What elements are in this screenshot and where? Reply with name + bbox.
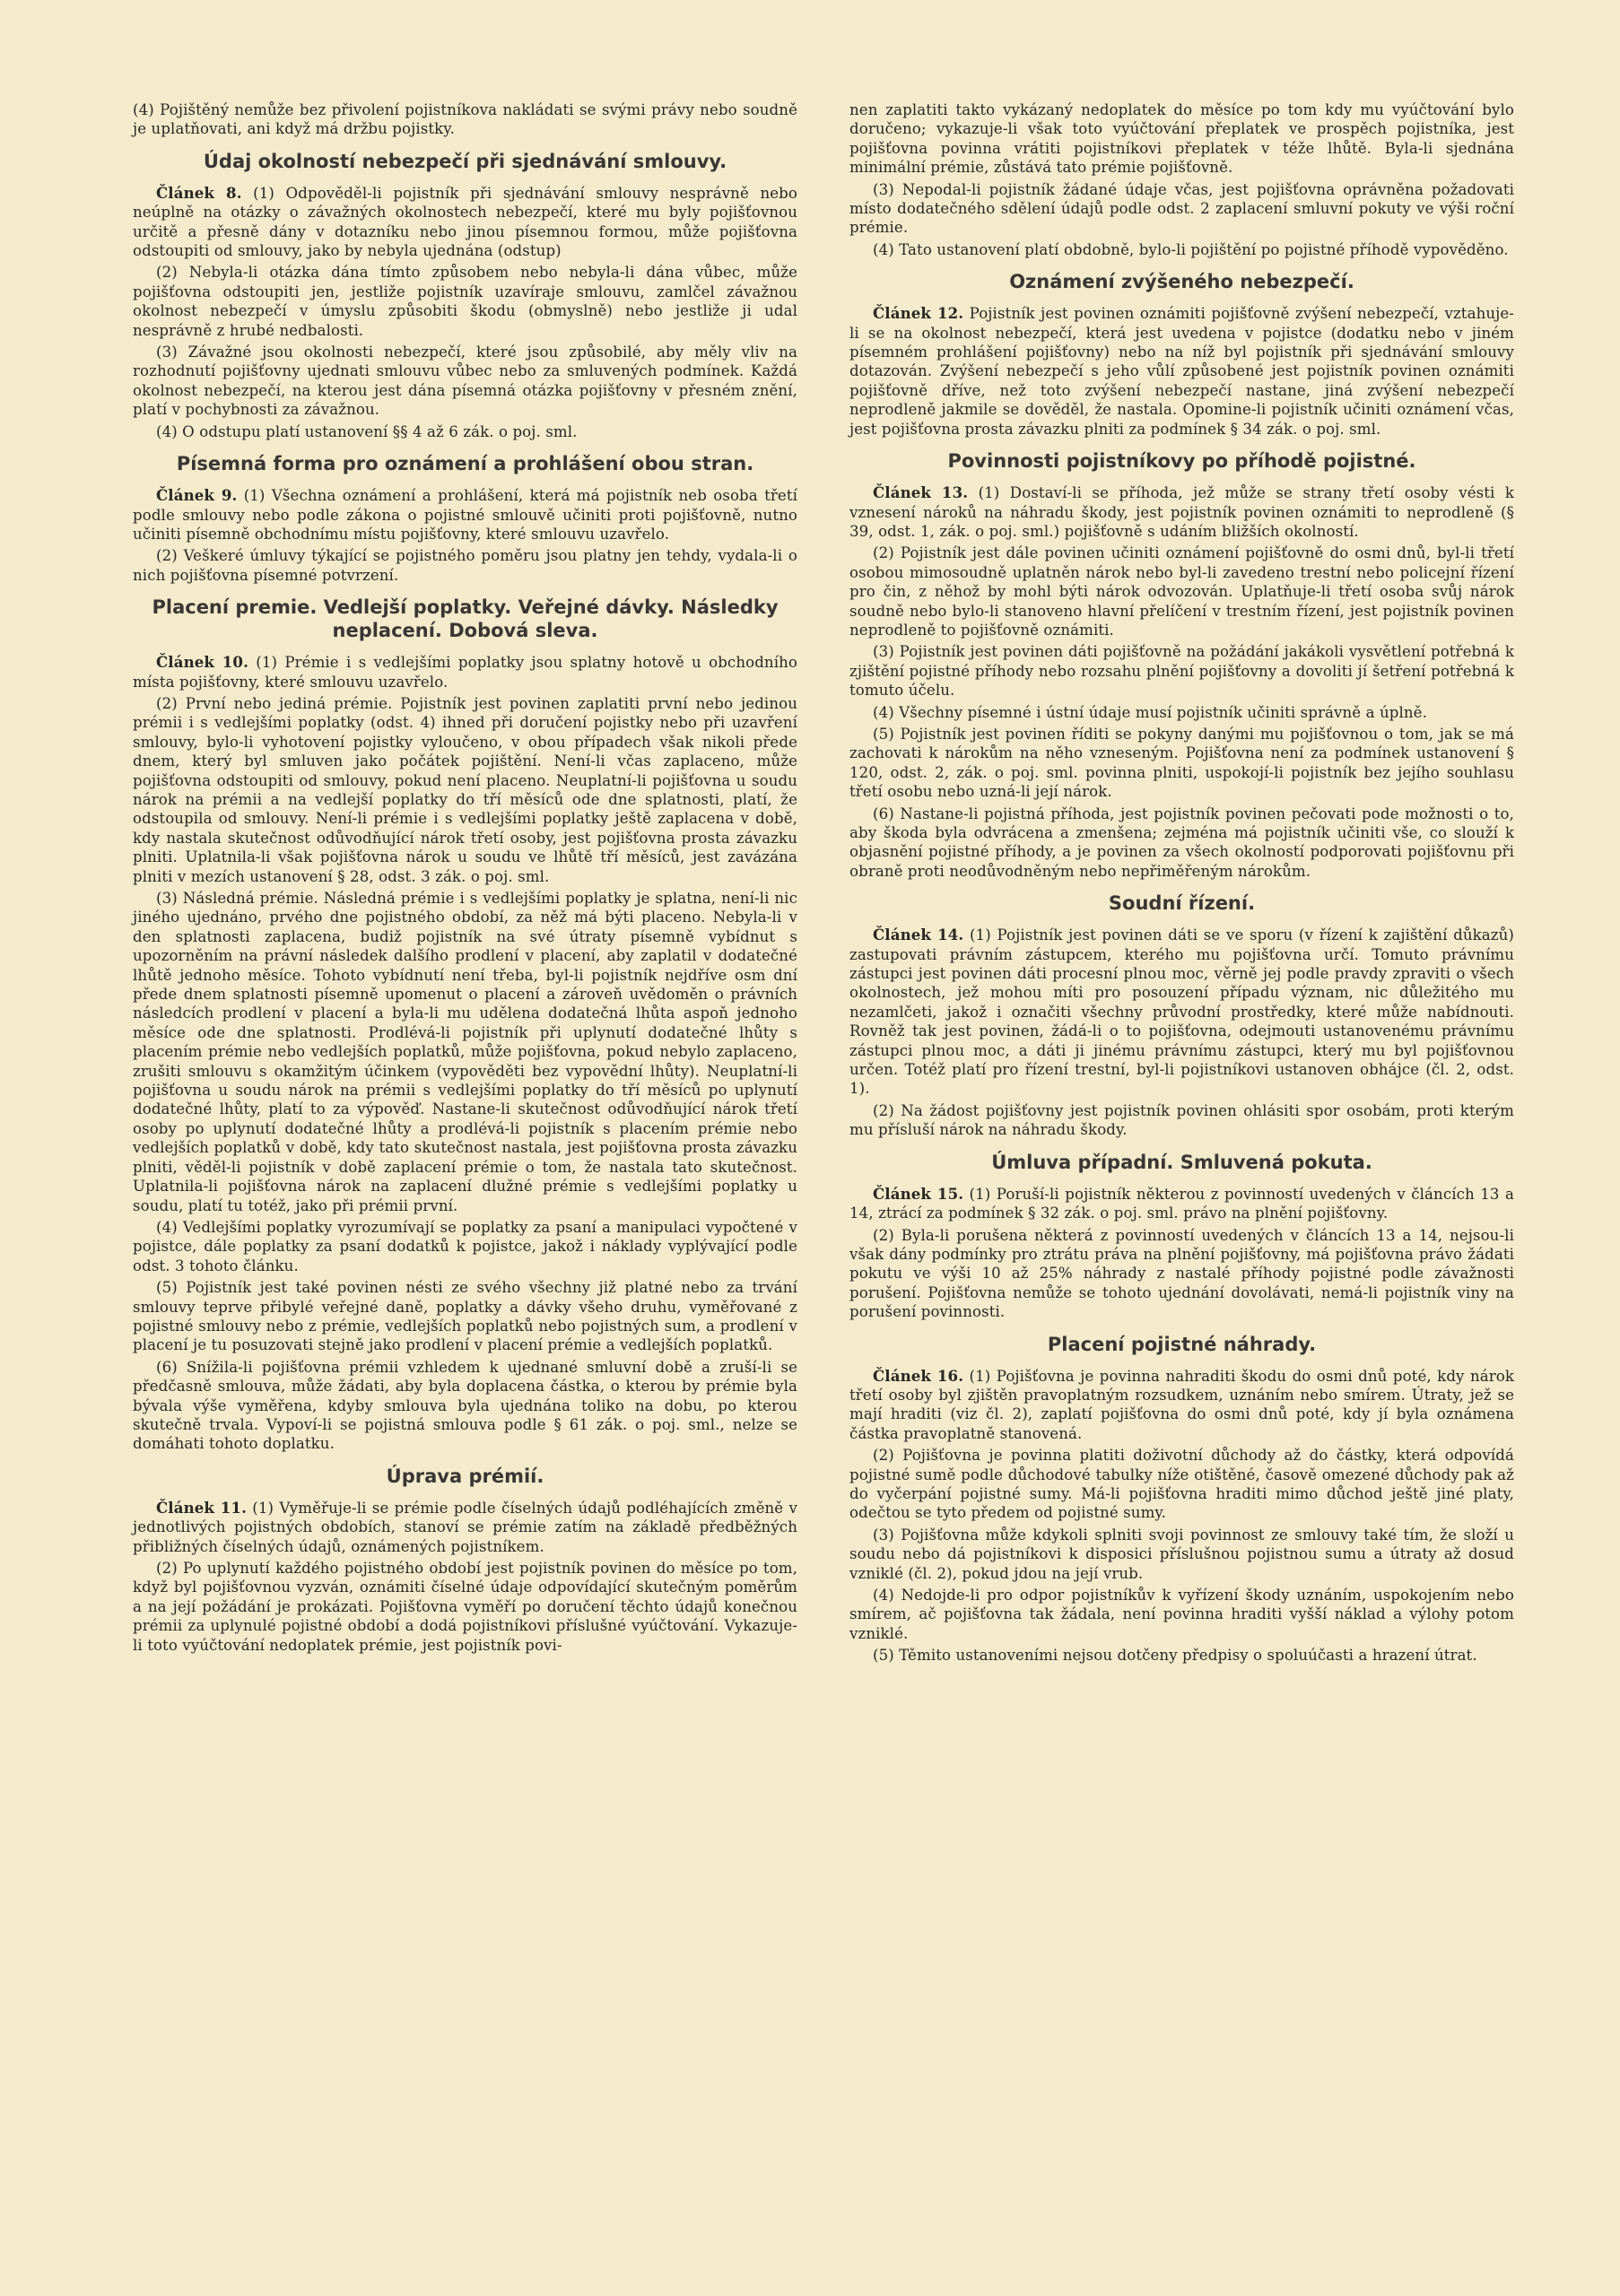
paragraph (133, 100, 797, 139)
paragraph-text: (1) Vyměřuje-li se prémie podle číselných údajů podléhajících změně v jednotlivých pojistných obdobích, stanoví se prémie zatím na základě předběžných přibližných číselných údajů, oznámených pojistníkem. (133, 1499, 797, 1555)
paragraph-text: (6) Nastane-li pojistná příhoda, jest pojistník povinen pečovati pode možnosti o to, aby škoda byla odvrácena a zmenšena; zejména má pojistník učiniti vše, co slouží k objasnění pojistné příhody, a je povinen za všech okolností podporovati pojišťovnu při obraně proti neodůvodněným nebo nepřiměřeným nárokům. (849, 804, 1514, 880)
article-number: Článek 10. (156, 653, 248, 672)
paragraph (849, 1586, 1514, 1643)
paragraph-text: (1) Pojišťovna je povinna nahraditi škodu do osmi dnů poté, kdy nárok třetí osoby byl zjištěn pravoplatným rozsudkem, uznáním nebo smírem. Útraty, jež se mají hraditi (viz čl. 2), zaplatí pojišťovna do osmi dnů poté, kdy jí byla oznámena částka pravoplatně stanovená. (849, 1367, 1515, 1442)
paragraph-text: (5) Pojistník jest povinen říditi se pokyny danými mu pojišťovnou o tom, jak se má zachovati k nárokům na něho vzneseným. Pojišťovna není za podmínek ustanovení § 120, odst. 2, zák. o poj. sml. povinna plniti, uspokojí-li pojistník bez jejího souhlasu třetí osobu nebo uzná-li její nárok. (849, 725, 1514, 801)
paragraph-text: (5) Těmito ustanoveními nejsou dotčeny předpisy o spoluúčasti a hrazení útrat. (873, 1647, 1477, 1665)
paragraph (849, 240, 1514, 259)
section-heading: Placení pojistné náhrady. (1047, 1333, 1317, 1355)
paragraph (849, 1367, 1514, 1444)
paragraph (849, 804, 1514, 882)
paragraph (849, 100, 1514, 178)
paragraph-text: (3) Nepodal-li pojistník žádané údaje včas, jest pojišťovna oprávněna požadovati místo dodatečného sdělení údajů podle odst. 2 zaplacení smluvní pokuty ve výši roční prémie. (849, 180, 1514, 237)
paragraph (133, 694, 797, 886)
article-number: Článek 15. (873, 1184, 964, 1203)
paragraph-text: (4) Tato ustanovení platí obdobně, bylo-li pojištění po pojistné příhodě vypověděno. (873, 240, 1509, 258)
paragraph-text: (4) Vedlejšími poplatky vyrozumívají se poplatky za psaní a manipulaci vypočtené v pojistce, dále poplatky za psaní dodatků k pojistce, jakož i náklady vyplývající podle odst. 3 tohoto článku. (133, 1218, 797, 1274)
article-number: Článek 14. (873, 926, 964, 944)
paragraph-text: (3) Pojistník jest povinen dáti pojišťovně na požádání jakákoli vysvětlení potřebná k zjištění pojistné příhody nebo rozsahu plnění pojišťovny a dovoliti jí šetření potřebná k tomuto účelu. (849, 643, 1514, 700)
paragraph (849, 1101, 1514, 1140)
paragraph (849, 544, 1514, 639)
article-number: Článek 16. (873, 1366, 964, 1385)
paragraph-text: (1) Pojistník jest povinen dáti se ve sporu (v řízení k zajištění důkazů) zastupovati právním zástupcem, kterého mu pojišťovna určí. Tomuto právnímu zástupci jest povinen dáti procesní plnou moc, věrně jej podle pravdy zpraviti o všech okolnostech, jež mohou míti pro posouzení případu význam, nic důležitého mu nezamlčeti, jakož i označiti všechny průvodní prostředky, které může nabídnouti. Rovněž tak jest povinen, žádá-li o to pojišťovna, odejmouti ustanovenému právnímu zástupci plnou moc, a dáti ji jinému právnímu zástupci, který mu byl pojišťovnou určen. Totéž platí pro řízení trestní, byl-li pojistníkovi ustanoven obhájce (čl. 2, odst. 1). (849, 926, 1515, 1098)
paragraph-text: (2) Nebyla-li otázka dána tímto způsobem nebo nebyla-li dána vůbec, může pojišťovna odstoupiti jen, jestliže pojistník uzavíraje smlouvu, zamlčel závažnou okolnost nebezpečí v úmyslu způsobiti škodu (obmyslně) nebo jestliže ji udal nesprávně z hrubé nedbalosti. (133, 264, 797, 339)
section-heading: Písemná forma pro oznámení a prohlášení obou stran. (176, 453, 754, 475)
paragraph (849, 703, 1514, 722)
paragraph-text: (2) První nebo jediná prémie. Pojistník jest povinen zaplatiti první nebo jedinou prémii i s vedlejšími poplatky (odst. 4) ihned při doručení pojistky nebo při uzavření smlouvy, bylo-li vyhotovení pojistky vyloučeno, v obou případech však nikoli přede dnem, který byl smluven jako počátek pojištění. Není-li včas zaplaceno, může pojišťovna odstoupiti od smlouvy, pokud není placeno. Neuplatní-li pojišťovna u soudu nárok na prémii a na vedlejší poplatky do tří měsíců ode dne splatnosti, platí, že odstoupila od smlouvy. Není-li prémie i s vedlejšími poplatky ještě zaplacena v době, kdy nastala skutečnost odůvodňující nárok třetí osoby, jest pojišťovna prosta závazku plniti. Uplatnila-li však pojišťovna nárok u soudu ve lhůtě tří měsíců, jest zavázána plniti v mezích ustanovení § 28, odst. 3 zák. o poj. sml. (133, 694, 797, 885)
right-column (849, 100, 1514, 2296)
section-heading: Úprava prémií. (386, 1465, 544, 1487)
paragraph-text: (3) Pojišťovna může kdykoli splniti svoji povinnost ze smlouvy také tím, že složí u soudu nebo dá pojistníkovi k disposici příslušnou pojistnou sumu a útraty až dosud vzniklé (čl. 2), pokud jdou na její vrub. (849, 1526, 1514, 1582)
paragraph-text: (1) Odpověděl-li pojistník při sjednávání smlouvy nesprávně nebo neúplně na otázky o závažných okolnostech nebezpečí, které mu byly pojišťovnou určitě a přesně dány v dotazníku nebo jinou písemnou formou, může pojišťovna odstoupiti od smlouvy, jako by nebyla ujednána (odstup) (133, 184, 797, 260)
paragraph-text: (1) Dostaví-li se příhoda, jež může se strany třetí osoby vésti k vznesení nároků na náhradu škody, jest pojistník povinen oznámiti to neprodleně (§ 39, odst. 1, zák. o poj. sml.) pojišťovně s udáním bližších okolností. (849, 484, 1515, 540)
paragraph (849, 483, 1514, 541)
article-number: Článek 13. (873, 483, 969, 502)
paragraph-text: (2) Byla-li porušena některá z povinností uvedených v článcích 13 a 14, nejsou-li však dány podmínky pro ztrátu práva na plnění pojišťovny, má pojišťovna právo žádati pokutu ve výši 10 až 25% náhrady z nastalé příhody pojistné podle závažnosti porušení. Pojišťovna nemůže se tohoto ujednání dovolávati, nemá-li pojistník viny na porušení povinnosti. (849, 1226, 1514, 1321)
paragraph-text: (2) Veškeré úmluvy týkající se pojistného poměru jsou platny jen tehdy, vydala-li o nich pojišťovna písemné potvrzení. (133, 547, 797, 584)
paragraph-text: (4) O odstupu platí ustanovení §§ 4 až 6 zák. o poj. sml. (156, 422, 578, 440)
paragraph (849, 1226, 1514, 1322)
paragraph (133, 1559, 797, 1655)
paragraph-text: (4) Nedojde-li pro odpor pojistníkův k vyřízení škody uznáním, uspokojením nebo smírem, ač pojišťovna tak žádala, není povinna hraditi vyšší náklad a výlohy potom vzniklé. (849, 1587, 1514, 1642)
section-heading: Údaj okolností nebezpečí při sjednávání smlouvy. (203, 150, 727, 172)
section-heading: Soudní řízení. (1108, 892, 1256, 915)
section-heading: Placení premie. Vedlejší poplatky. Veřejné dávky. Následky neplacení. Dobová sleva. (152, 596, 779, 642)
paragraph-text: (4) Všechny písemné i ústní údaje musí pojistník učiniti správně a úplně. (873, 703, 1427, 721)
paragraph (133, 1499, 797, 1556)
paragraph-text: (3) Závažné jsou okolnosti nebezpečí, které jsou způsobilé, aby měly vliv na rozhodnutí pojišťovny ujednati smlouvu vůbec nebo za smluvených podmínek. Každá okolnost nebezpečí, na kterou jest dána písemná otázka pojišťovny v přesném znění, platí v pochybnosti za závažnou. (133, 344, 797, 419)
section-heading: Oznámení zvýšeného nebezpečí. (1009, 271, 1354, 293)
paragraph-text: (6) Snížila-li pojišťovna prémii vzhledem k ujednané smluvní době a zruší-li se předčasně smlouva, může žádati, aby byla doplacena částka, o kterou by prémie byla bývala výše vyměřena, kdyby smlouva byla ujednána toliko na dobu, po kterou skutečně trvala. Vypoví-li se pojistná smlouva podle § 61 zák. o poj. sml., nelze se domáhati tohoto doplatku. (133, 1358, 797, 1453)
section-heading: Úmluva případní. Smluvená pokuta. (991, 1151, 1372, 1173)
article-number: Článek 11. (156, 1498, 247, 1517)
paragraph (849, 642, 1514, 700)
article-number: Článek 8. (156, 183, 242, 202)
paragraph-text: (1) Všechna oznámení a prohlášení, která má pojistník neb osoba třetí podle smlouvy nebo podle zákona o pojistné smlouvě učiniti proti pojišťovně, nutno učiniti písemně obchodnímu místu pojišťovny, které smlouvu uzavřelo. (133, 487, 798, 543)
left-column (133, 100, 797, 2296)
paragraph (849, 1446, 1514, 1523)
paragraph-text: (1) Prémie i s vedlejšími poplatky jsou splatny hotově u obchodního místa pojišťovny, které smlouvu uzavřelo. (133, 654, 797, 691)
paragraph-text: (1) Poruší-li pojistník některou z povinností uvedených v článcích 13 a 14, ztrácí za podmínek § 32 zák. o poj. sml. právo na plnění pojišťovny. (849, 1185, 1515, 1222)
paragraph (133, 653, 797, 691)
paragraph (849, 1526, 1514, 1583)
paragraph (133, 546, 797, 585)
article-number: Článek 9. (156, 486, 238, 505)
paragraph-text: (5) Pojistník jest také povinen nésti ze svého všechny již platné nebo za trvání smlouvy teprve přibylé veřejné daně, poplatky a dávky všeho druhu, vyměřované z pojistné smlouvy nebo z prémie, vedlejších poplatků nebo pojistných sum, a prodlení v placení je tu posuzovati stejně jako prodlení v placení prémie a vedlejších poplatků. (133, 1279, 797, 1354)
paragraph (133, 184, 797, 261)
paragraph (849, 180, 1514, 238)
paragraph (849, 926, 1514, 1099)
paragraph-text: nen zaplatiti takto vykázaný nedoplatek do měsíce po tom kdy mu vyúčtování bylo doručeno; vykazuje-li však toto vyúčtování přeplatek ve prospěch pojistníka, jest pojišťovna povinna vrátiti pojistníkovi přeplatek v téže lhůtě. Byla-li sjednána minimální prémie, zůstává tato prémie pojišťovně. (849, 101, 1514, 177)
paragraph-text: (2) Pojišťovna je povinna platiti doživotní důchody až do částky, která odpovídá pojistné sumě podle důchodové tabulky níže otištěné, časově omezené důchody pak až do vyčerpání pojistné sumy. Má-li pojišťovna hraditi mimo důchod ještě jiné platy, odečtou se tyto předem od pojistné sumy. (849, 1447, 1514, 1522)
paragraph (849, 1646, 1514, 1665)
paragraph (849, 1185, 1514, 1223)
paragraph-text: Pojistník jest povinen oznámiti pojišťovně zvýšení nebezpečí, vztahuje-li se na okolnost nebezpečí, která jest uvedena v pojistce (dodatku nebo v jiném písemném prohlášení pojišťovny) nebo na níž byl pojistník při sjednávání smlouvy dotazován. Zvýšení nebezpečí s jeho vůlí způsobené jest pojistník povinen oznámiti pojišťovně dříve, než toto zvýšení nebezpečí nastane, jiná zvýšení nebezpečí neprodleně jakmile se dověděl, že nastala. Opomine-li pojistník učiniti oznámení včas, jest pojišťovna prosta závazku plniti za podmínek § 34 zák. o poj. sml. (849, 305, 1515, 438)
paragraph (133, 1278, 797, 1355)
paragraph (133, 486, 797, 544)
paragraph (133, 343, 797, 420)
paragraph-text: (2) Po uplynutí každého pojistného období jest pojistník povinen do měsíce po tom, když byl pojišťovnou vyzván, oznámiti číselné údaje odpovídající skutečným poměrům a na její požádání je prokázati. Pojišťovna vyměří po doručení těchto údajů konečnou prémii za uplynulé pojistné období a dodá pojistníkovi příslušné vyúčtování. Vykazuje-li toto vyúčtování nedoplatek prémie, jest pojistník povi- (133, 1560, 797, 1654)
paragraph (133, 422, 797, 441)
paragraph (849, 304, 1514, 439)
section-heading: Povinnosti pojistníkovy po příhodě pojistné. (947, 450, 1416, 473)
paragraph (133, 263, 797, 340)
paragraph (133, 1358, 797, 1454)
paragraph-text: (2) Na žádost pojišťovny jest pojistník povinen ohlásiti spor osobám, proti kterým mu přísluší nárok na náhradu škody. (849, 1101, 1514, 1139)
paragraph-text: (2) Pojistník jest dále povinen učiniti oznámení pojišťovně do osmi dnů, byl-li třetí osobou mimosoudně uplatněn nárok nebo byl-li zavedeno trestní nebo policejní řízení pro čin, z něhož by mohl býti nárok odvozován. Uplatňuje-li třetí osoba svůj nárok soudně nebo bylo-li stanoveno hlavní přelíčení v trestním řízení, jest pojistník povinen neprodleně to pojišťovně oznámiti. (849, 544, 1514, 639)
paragraph-text: (4) Pojištěný nemůže bez přivolení pojistníkova nakládati se svými právy nebo soudně je uplatňovati, ani když má držbu pojistky. (133, 101, 797, 138)
paragraph (849, 725, 1514, 802)
paragraph (133, 889, 797, 1215)
article-number: Článek 12. (873, 304, 964, 323)
paragraph-text: (3) Následná prémie. Následná prémie i s vedlejšími poplatky je splatna, není-li nic jiného ujednáno, prvého dne pojistného období, za něž má býti placeno. Nebyla-li v den splatnosti zaplacena, budiž pojistník na své útraty písemně vybídnut s upozorněním na právní následek dalšího prodlení v placení, aby zaplatil v dodatečné lhůtě jednoho měsíce. Tohoto vybídnutí není třeba, byl-li pojistník nejdříve osm dní přede dnem splatnosti písemně upomenut o placení a zároveň uvědoměn o právních následcích prodlení v placení a byla-li mu udělena dodatečná lhůta aspoň jednoho měsíce ode dne splatnosti. Prodlévá-li pojistník při uplynutí dodatečné lhůty s placením prémie nebo vedlejších poplatků, může pojišťovna, pokud nebylo zaplaceno, zrušiti smlouvu s okamžitým účinkem (vypověděti bez vypovědní lhůty). Neuplatní-li pojišťovna u soudu nárok na prémii s vedlejšími poplatky do tří měsíců po uplynutí dodatečné lhůty, platí to za výpověď. Nastane-li skutečnost odůvodňující nárok třetí osoby po uplynutí dodatečné lhůty a prodlévá-li pojistník s placením prémie nebo vedlejších poplatků v době, kdy tato skutečnost nastala, jest pojišťovna prosta závazku plniti, věděl-li pojistník v době zaplacení prémie o tom, že nastala tato skutečnost. Uplatnila-li pojišťovna nárok na zaplacení dlužné prémie s vedlejšími poplatky u soudu, platí tu totéž, jako při prémii první. (133, 890, 797, 1214)
paragraph (133, 1218, 797, 1275)
